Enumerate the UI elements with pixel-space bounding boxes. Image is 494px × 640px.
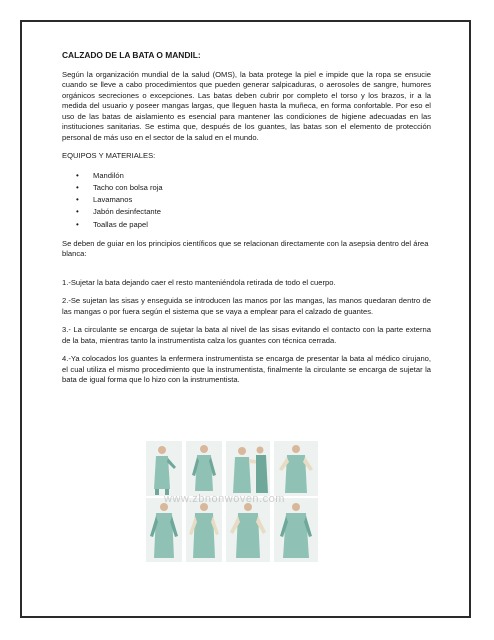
gown-figure-icon bbox=[274, 498, 318, 562]
equipment-title: EQUIPOS Y MATERIALES: bbox=[62, 151, 156, 160]
list-item bbox=[62, 170, 431, 182]
gown-photo bbox=[146, 498, 182, 562]
gown-figure-icon bbox=[146, 498, 182, 562]
equipment-list bbox=[62, 170, 431, 231]
gown-photo bbox=[146, 441, 182, 496]
step-4: 4.-Ya colocados los guantes la enfermera instrumentista se encarga de presentar la bata al médico cirujano, el cual utiliza el mismo procedimiento que la instrumentista, finalmente la circulante se encarga de sujetar la bata de igual forma que lo hizo con la instrumentista. bbox=[62, 354, 431, 385]
gown-figure-icon bbox=[274, 441, 318, 496]
gown-figure-icon bbox=[186, 441, 222, 496]
intro-paragraph: Según la organización mundial de la salud (OMS), la bata protege la piel e impide que la ropa se ensucie cuando se lleve a cabo procedimientos que pueden generar salpicaduras, o aerosoles de sangre, humores orgánicos secreciones o excepciones. Las batas deben cubrir por completo el torso y los brazos, ir a la medida del usuario y poseer mangas largas, que lleguen hasta la muñeca, en forma confortable. Por eso el uso de las batas de aislamiento es esencial para mantener las condiciones de higiene adecuadas en las instituciones sanitarias. Se estima que, después de los guantes, las batas son el elemento de protección personal de más uso en el sector de la salud en el mundo. bbox=[62, 69, 431, 142]
list-item bbox=[62, 182, 431, 194]
list-item bbox=[62, 206, 431, 218]
list-item bbox=[62, 219, 431, 231]
watermark-text: www.zbnonwoven.com bbox=[164, 493, 285, 505]
gown-photo bbox=[226, 498, 270, 562]
bullet-icon: • bbox=[76, 195, 79, 205]
gown-photo bbox=[226, 441, 270, 496]
document-heading: CALZADO DE LA BATA O MANDIL: bbox=[62, 50, 201, 60]
list-item-label: Toallas de papel bbox=[93, 219, 148, 229]
gown-photo bbox=[274, 498, 318, 562]
gown-photo bbox=[186, 498, 222, 562]
list-item-label: Jabón desinfectante bbox=[93, 207, 161, 217]
principles-paragraph: Se deben de guiar en los principios científicos que se relacionan directamente con la asepsia dentro del área blanca: bbox=[62, 238, 429, 259]
step-1: 1.-Sujetar la bata dejando caer el resto manteniéndola retirada de todo el cuerpo. bbox=[62, 277, 336, 287]
gown-figure-icon bbox=[226, 441, 270, 496]
gown-figure-icon bbox=[186, 498, 222, 562]
bullet-icon: • bbox=[76, 207, 79, 217]
step-2: 2.-Se sujetan las sisas y enseguida se introducen las manos por las mangas, las manos quedaran dentro de las mangas o por fuera según el sistema que se vaya a emplear para el calzado de guantes. bbox=[62, 296, 431, 316]
list-item bbox=[62, 194, 431, 206]
step-3: 3.- La circulante se encarga de sujetar la bata al nivel de las sisas evitando el contacto con la parte externa de la bata, mientras tanto la instrumentista calza los guantes con técnica cerrada. bbox=[62, 325, 431, 345]
list-item-label: Lavamanos bbox=[93, 195, 133, 205]
list-item-label: Mandilón bbox=[93, 170, 124, 180]
bullet-icon: • bbox=[76, 170, 79, 180]
gowning-steps-figure bbox=[146, 441, 329, 560]
spacer bbox=[62, 268, 431, 278]
document-body bbox=[62, 50, 431, 394]
gown-figure-icon bbox=[226, 498, 270, 562]
bullet-icon: • bbox=[76, 219, 79, 229]
gown-photo bbox=[186, 441, 222, 496]
gown-figure-icon bbox=[146, 441, 182, 496]
bullet-icon: • bbox=[76, 182, 79, 192]
gown-photo bbox=[274, 441, 318, 496]
list-item-label: Tacho con bolsa roja bbox=[93, 182, 163, 192]
